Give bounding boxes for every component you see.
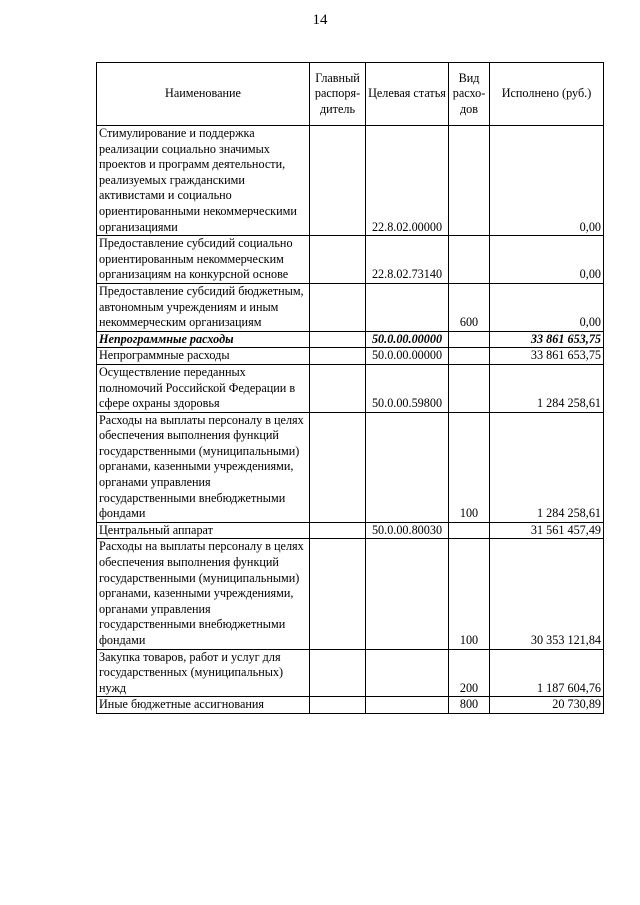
row-amount: 33 861 653,75	[490, 331, 604, 348]
row-kind: 800	[449, 697, 490, 714]
table-body	[97, 126, 604, 714]
row-chief	[310, 539, 366, 649]
table-row	[97, 126, 604, 236]
row-target	[366, 697, 449, 714]
row-name: Непрограммные расходы	[97, 331, 310, 348]
row-target: 50.0.00.00000	[366, 348, 449, 365]
row-amount: 0,00	[490, 126, 604, 236]
row-kind	[449, 331, 490, 348]
table-row	[97, 539, 604, 649]
row-name: Закупка товаров, работ и услуг для государственных (муниципальных) нужд	[97, 649, 310, 697]
row-target	[366, 539, 449, 649]
table-row	[97, 331, 604, 348]
table-row	[97, 412, 604, 522]
header-chief: Главный распоря-дитель	[310, 63, 366, 126]
table-row	[97, 522, 604, 539]
row-target: 50.0.00.80030	[366, 522, 449, 539]
row-name: Осуществление переданных полномочий Российской Федерации в сфере охраны здоровья	[97, 364, 310, 412]
row-target	[366, 649, 449, 697]
header-target: Целевая статья	[366, 63, 449, 126]
row-kind	[449, 236, 490, 284]
row-amount: 0,00	[490, 283, 604, 331]
row-name: Стимулирование и поддержка реализации социально значимых проектов и программ деятельности, реализуемых гражданскими активистами и социально ориентированными некоммерческими организациями	[97, 126, 310, 236]
row-kind: 600	[449, 283, 490, 331]
row-name: Непрограммные расходы	[97, 348, 310, 365]
row-amount: 20 730,89	[490, 697, 604, 714]
row-chief	[310, 522, 366, 539]
row-target: 22.8.02.73140	[366, 236, 449, 284]
row-chief	[310, 236, 366, 284]
row-name: Предоставление субсидий социально ориентированным некоммерческим организациям на конкурсной основе	[97, 236, 310, 284]
row-chief	[310, 697, 366, 714]
header-name: Наименование	[97, 63, 310, 126]
row-kind: 200	[449, 649, 490, 697]
header-kind: Вид расхо-дов	[449, 63, 490, 126]
row-kind	[449, 348, 490, 365]
table-row	[97, 236, 604, 284]
row-amount: 33 861 653,75	[490, 348, 604, 365]
header-executed: Исполнено (руб.)	[490, 63, 604, 126]
row-target: 50.0.00.59800	[366, 364, 449, 412]
row-kind	[449, 364, 490, 412]
row-chief	[310, 412, 366, 522]
row-kind: 100	[449, 412, 490, 522]
row-chief	[310, 283, 366, 331]
row-amount: 31 561 457,49	[490, 522, 604, 539]
row-name: Расходы на выплаты персоналу в целях обеспечения выполнения функций государственными (муниципальными) органами, казенными учреждениями, органами управления государственными внебюджетными фондами	[97, 539, 310, 649]
row-amount: 30 353 121,84	[490, 539, 604, 649]
table-row	[97, 283, 604, 331]
row-chief	[310, 126, 366, 236]
row-amount: 0,00	[490, 236, 604, 284]
row-target	[366, 283, 449, 331]
row-target	[366, 412, 449, 522]
row-name: Центральный аппарат	[97, 522, 310, 539]
table-row	[97, 364, 604, 412]
table-row	[97, 697, 604, 714]
row-amount: 1 187 604,76	[490, 649, 604, 697]
row-chief	[310, 331, 366, 348]
budget-table	[96, 62, 604, 714]
row-name: Расходы на выплаты персоналу в целях обеспечения выполнения функций государственными (муниципальными) органами, казенными учреждениями, органами управления государственными внебюджетными фондами	[97, 412, 310, 522]
row-chief	[310, 348, 366, 365]
row-kind: 100	[449, 539, 490, 649]
row-chief	[310, 364, 366, 412]
row-target: 50.0.00.00000	[366, 331, 449, 348]
row-amount: 1 284 258,61	[490, 412, 604, 522]
table-header-row	[97, 63, 604, 126]
page-number: 14	[312, 12, 328, 28]
row-chief	[310, 649, 366, 697]
table-row	[97, 348, 604, 365]
row-kind	[449, 126, 490, 236]
row-amount: 1 284 258,61	[490, 364, 604, 412]
row-name: Предоставление субсидий бюджетным, автономным учреждениям и иным некоммерческим организациям	[97, 283, 310, 331]
row-name: Иные бюджетные ассигнования	[97, 697, 310, 714]
table-row	[97, 649, 604, 697]
row-kind	[449, 522, 490, 539]
row-target: 22.8.02.00000	[366, 126, 449, 236]
